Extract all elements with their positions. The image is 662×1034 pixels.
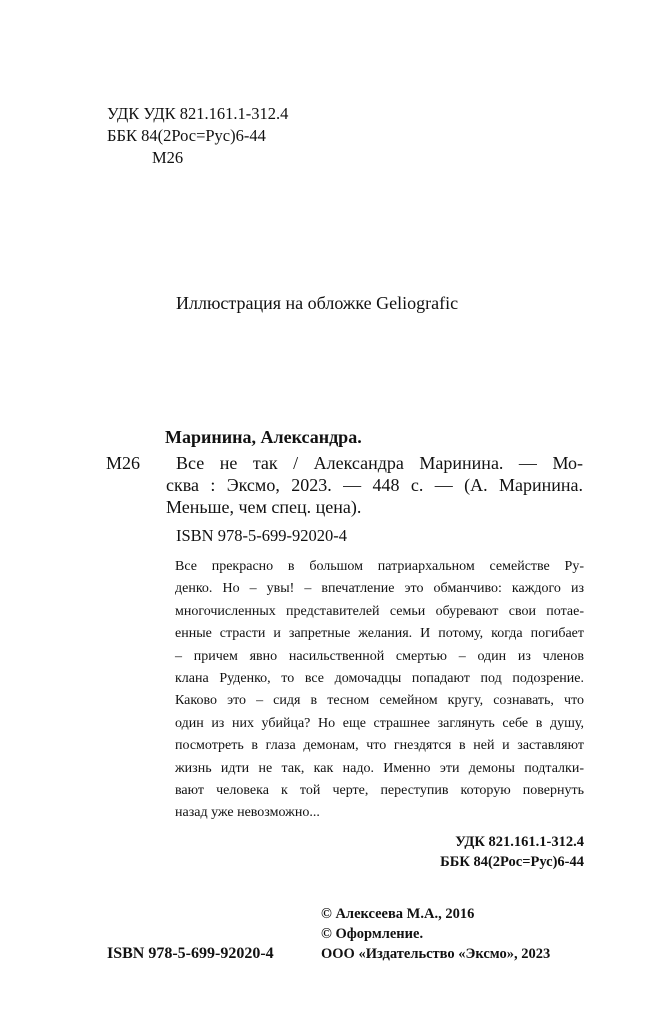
annotation-line: назад уже невозможно... — [175, 805, 320, 821]
copyright-author: © Алексеева М.А., 2016 — [321, 906, 475, 922]
bib-line-2: сква : Эксмо, 2023. — 448 с. — (А. Маринина. — [166, 475, 583, 495]
copyright-design: © Оформление. — [321, 926, 424, 942]
annotation-line: вают человека к той черте, переступив которую повернуть — [175, 783, 584, 799]
annotation-line: – причем явно насильственной смертью – один из членов — [175, 648, 584, 664]
copyright-publisher: ООО «Издательство «Эксмо», 2023 — [321, 946, 551, 962]
bbk-code-top: ББК 84(2Рос=Рус)6-44 — [107, 126, 266, 145]
bib-author: Маринина, Александра. — [165, 427, 362, 447]
annotation-line: Все прекрасно в большом патриархальном семействе Ру- — [175, 559, 584, 574]
annotation-line: клана Руденко, то все домочадцы попадают под подозрение. — [175, 671, 584, 687]
annotation — [175, 556, 584, 825]
annotation-line: жизнь идти не так, как надо. Именно эти демоны подталки- — [175, 760, 584, 776]
annotation-line: один из них убийца? Но еще страшнее заглянуть себе в душу, — [175, 715, 584, 731]
udk-code-top: УДК УДК 821.161.1-312.4 — [107, 104, 289, 123]
annotation-line: денко. Но – увы! – впечатление это обманчиво: каждого из — [175, 581, 584, 597]
author-mark-top: М26 — [152, 148, 184, 167]
annotation-line: Каково это – сидя в тесном семейном кругу, сознавать, что — [175, 693, 584, 709]
annotation-line: посмотреть в глаза демонам, что гнездятся в ней и заставляют — [175, 738, 584, 754]
bib-isbn: ISBN 978-5-699-92020-4 — [176, 526, 347, 545]
illustration-credit: Иллюстрация на обложке Geliografic — [176, 293, 459, 313]
copyright-isbn: ISBN 978-5-699-92020-4 — [107, 945, 274, 962]
annotation-line: многочисленных представителей семьи обуревают свои потае- — [175, 603, 584, 619]
bib-author-mark: М26 — [106, 453, 141, 473]
bbk-code-bottom: ББК 84(2Рос=Рус)6-44 — [440, 854, 584, 870]
bib-line-3: Меньше, чем спец. цена). — [166, 497, 362, 517]
bib-line-1: Все не так / Александра Маринина. — Мо- — [176, 453, 583, 473]
annotation-line: енные страсти и запретные желания. И потому, когда погибает — [175, 626, 584, 642]
udk-code-bottom: УДК 821.161.1-312.4 — [455, 834, 584, 850]
